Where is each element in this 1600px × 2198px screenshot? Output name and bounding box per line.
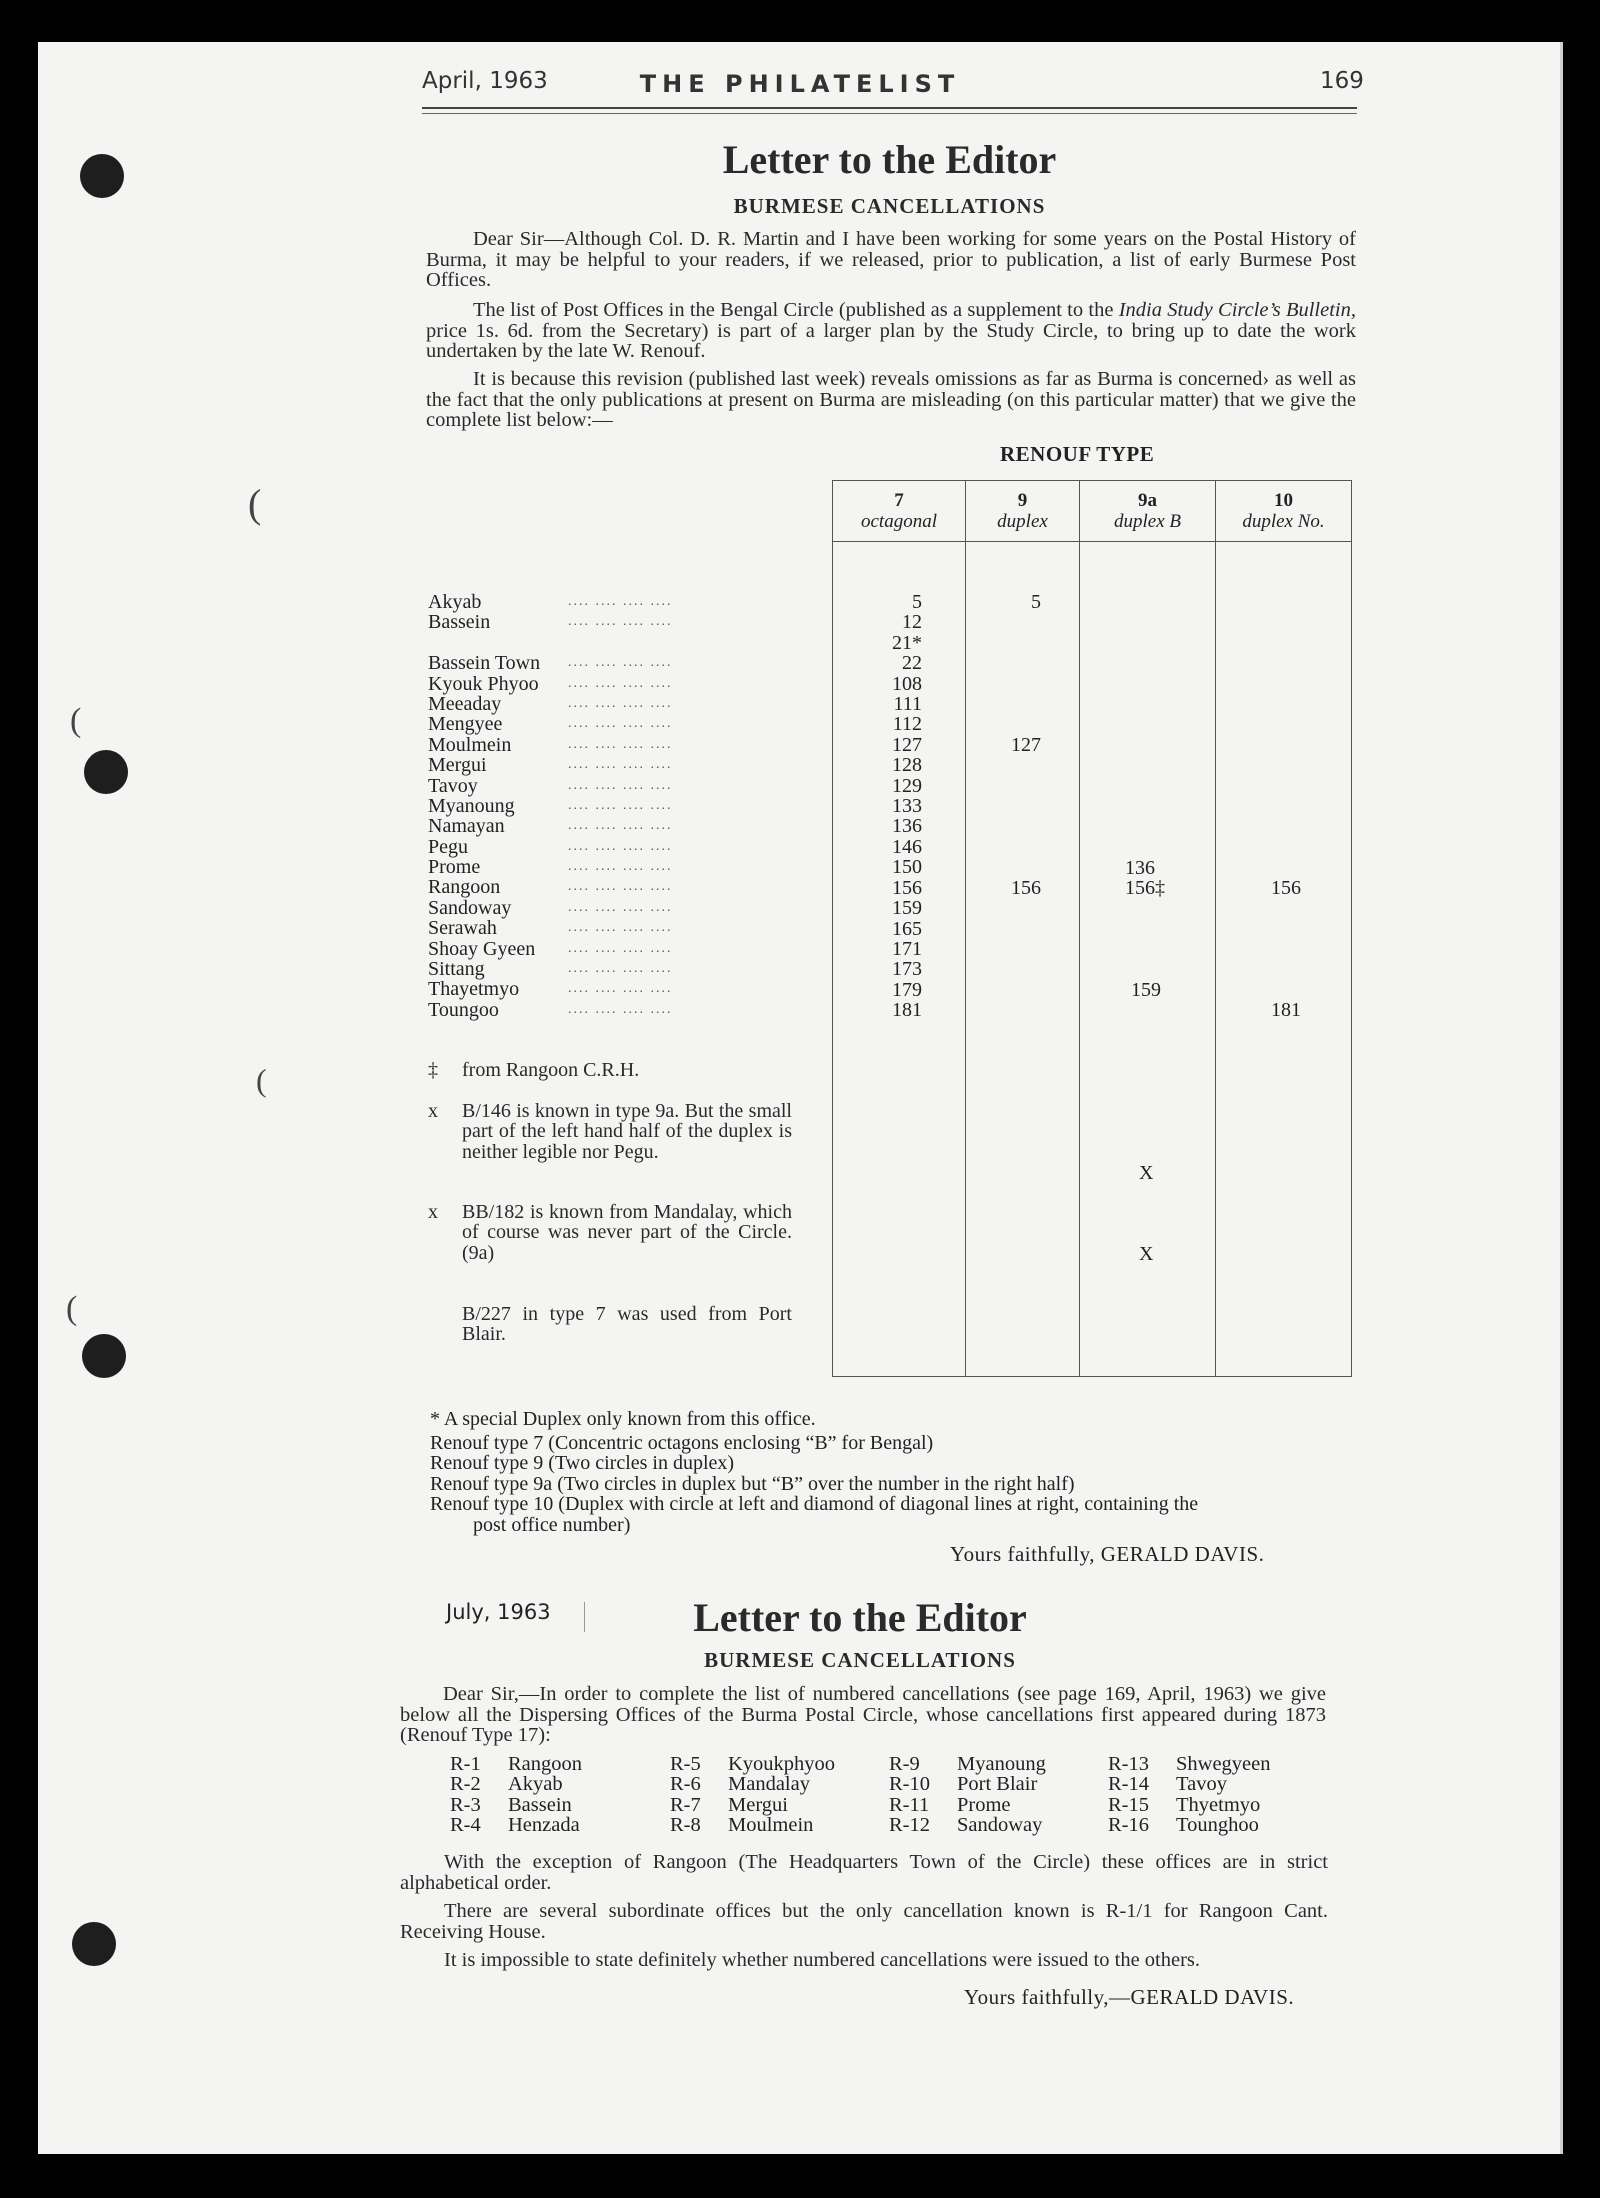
office-row: Serawah .... .... .... .... — [428, 917, 673, 940]
office-row: Rangoon .... .... .... .... — [428, 876, 673, 899]
header-rule — [422, 113, 1357, 114]
office-row: Sandoway .... .... .... .... — [428, 896, 673, 919]
office-row: Kyouk Phyoo .... .... .... .... — [428, 672, 673, 695]
letter-paragraph: The list of Post Offices in the Bengal Circle (published as a supplement to the India Study Circle’s Bulletin, price 1s. 6d. from the Secretary) is part of a larger plan by the Study Circle, to bring up to date the work undertaken by the late W. Renouf. — [426, 299, 1356, 362]
office-row: Akyab .... .... .... .... — [428, 591, 673, 613]
table-rule — [832, 480, 833, 1377]
page-number: 169 — [1320, 68, 1364, 94]
letter-paragraph: It is impossible to state definitely whether numbered cancellations were issued to the others. — [444, 1949, 1201, 1971]
type7-numbers: 5 12 21* 22 108 111 112 127 128 129 133 136 146 150 156 159 165 171 173 179 181 — [892, 591, 922, 1022]
office-row: Moulmein .... .... .... .... — [428, 733, 673, 756]
stray-mark: ( — [70, 702, 82, 739]
punch-hole-3 — [82, 1334, 126, 1378]
column-header-7: 7 octagonal — [861, 490, 937, 532]
office-row: Myanoung .... .... .... .... — [428, 794, 673, 817]
type-definitions: Renouf type 7 (Concentric octagons enclosing “B” for Bengal) Renouf type 9 (Two circles in duplex) Renouf type 9a (Two circles in duplex but “B” over the number in the right half) Renouf type 10 (Duplex with circle at left and diamond of diagonal lines at right, containing the post office number) — [430, 1432, 1199, 1536]
table-rule — [1079, 480, 1080, 1377]
office-row: Meeaday .... .... .... .... — [428, 692, 673, 715]
table-rule — [832, 480, 1352, 481]
office-list — [428, 592, 788, 1020]
x-mark: X — [1139, 1162, 1154, 1184]
column-header-9a: 9a duplex B — [1113, 490, 1181, 532]
letter-paragraph: It is because this revision (published last week) reveals omissions as far as Burma is concerned› as well as the fact that the only publications at present on Burma are misleading (on this particular matter) that we give the complete list below:— — [426, 368, 1356, 431]
signature: Yours faithfully,—GERALD DAVIS. — [964, 1985, 1295, 2009]
office-row: Toungoo .... .... .... .... — [428, 998, 673, 1021]
type9-number: 127 — [1011, 734, 1041, 756]
issue-date: July, 1963 — [446, 1600, 551, 1624]
letter-subtitle: BURMESE CANCELLATIONS — [733, 194, 1046, 218]
type9a-number: 136 — [1125, 857, 1155, 879]
letter-title: Letter to the Editor — [722, 137, 1057, 182]
table-rule — [1351, 480, 1352, 1377]
office-row: Prome .... .... .... .... — [428, 856, 673, 879]
punch-hole-1 — [80, 154, 124, 198]
stray-mark: ( — [256, 1062, 267, 1098]
type9-number: 156 — [1011, 877, 1041, 899]
letter-paragraph: There are several subordinate offices but the only cancellation known is R-1/1 for Rangoon Cant. Receiving House. — [400, 1900, 1328, 1943]
office-row: Thayetmyo .... .... .... .... — [428, 978, 673, 1001]
column-header-10: 10 duplex No. — [1242, 490, 1325, 532]
stray-mark: ( — [66, 1290, 78, 1327]
type10-number: 156 — [1271, 877, 1301, 899]
office-row: Mergui .... .... .... .... — [428, 754, 673, 777]
office-row: Namayan .... .... .... .... — [428, 815, 673, 838]
office-row: Mengyee .... .... .... .... — [428, 713, 673, 736]
type9-number: 5 — [1031, 591, 1041, 613]
journal-title: THE PHILATELIST — [639, 70, 961, 98]
footnote: * A special Duplex only known from this office. — [430, 1408, 816, 1430]
type9a-number: 159 — [1131, 979, 1161, 1001]
office-row: Sittang .... .... .... .... — [428, 958, 673, 981]
letter-paragraph: Dear Sir—Although Col. D. R. Martin and I have been working for some years on the Postal History of Burma, it may be helpful to your readers, if we released, prior to publication, a list of early Burmese Post Offices. — [426, 228, 1356, 291]
office-row: Bassein .... .... .... .... — [428, 611, 673, 634]
letter-paragraph: Dear Sir,—In order to complete the list of numbered cancellations (see page 169, April, 1963) we give below all the Dispersing Offices of the Burma Postal Circle, whose cancellations first appeared during 1873 (Renouf Type 17): — [400, 1683, 1326, 1746]
type10-number: 181 — [1271, 999, 1301, 1021]
x-mark: X — [1139, 1243, 1154, 1265]
table-rule — [1215, 480, 1216, 1377]
office-row: Shoay Gyeen .... .... .... .... — [428, 937, 673, 960]
column-header-9: 9 duplex — [997, 490, 1048, 532]
letter-paragraph: With the exception of Rangoon (The Headquarters Town of the Circle) these offices are in strict alphabetical order. — [400, 1851, 1328, 1894]
letter-title: Letter to the Editor — [693, 1595, 1027, 1640]
office-row: Bassein Town .... .... .... .... — [428, 652, 673, 675]
type9a-number: 156‡ — [1125, 877, 1165, 899]
punch-hole-4 — [72, 1922, 116, 1966]
table-rule — [832, 541, 1352, 542]
office-row: Pegu .... .... .... .... — [428, 835, 673, 858]
signature: Yours faithfully, GERALD DAVIS. — [950, 1542, 1265, 1566]
table-rule — [965, 480, 966, 1377]
office-row: Tavoy .... .... .... .... — [428, 774, 673, 797]
issue-date: April, 1963 — [422, 68, 548, 94]
stray-mark: ( — [248, 481, 262, 526]
office-row — [428, 633, 788, 653]
table-rule — [832, 1376, 1352, 1377]
letter-subtitle: BURMESE CANCELLATIONS — [704, 1648, 1016, 1672]
table-title: RENOUF TYPE — [1000, 442, 1155, 466]
header-rule — [422, 107, 1357, 109]
page-edge — [1560, 42, 1563, 2154]
punch-hole-2 — [84, 750, 128, 794]
